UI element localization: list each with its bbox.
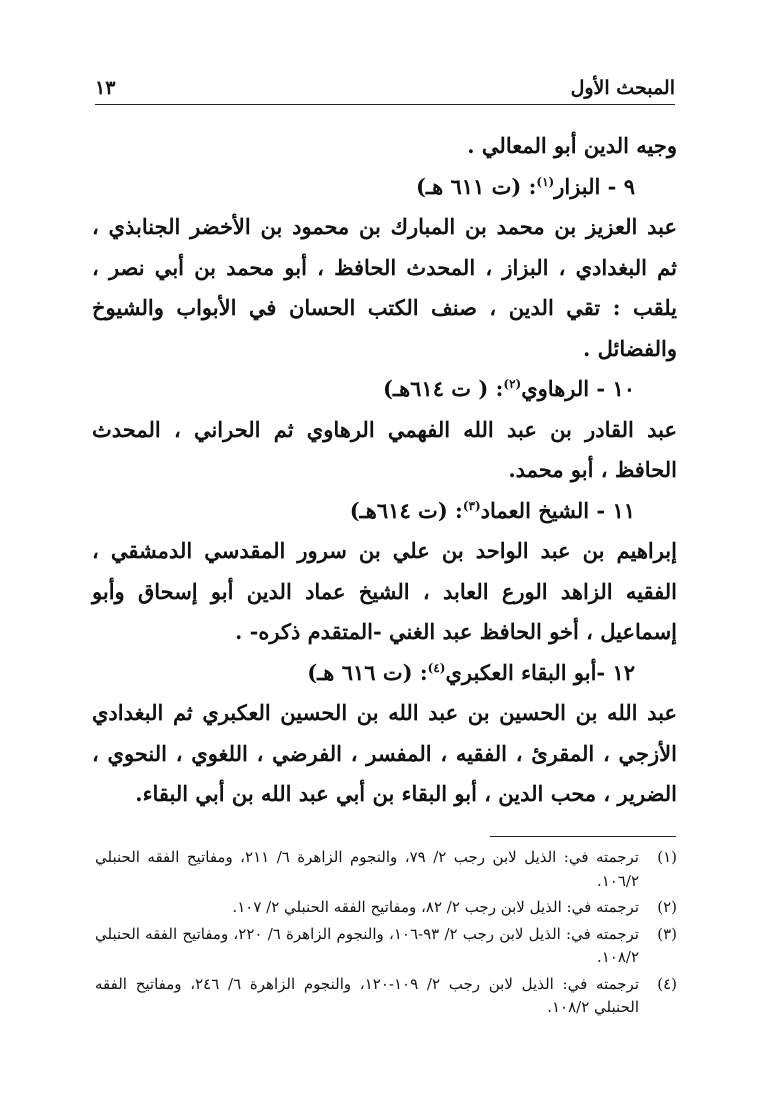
entry-date: : (ت ٦١٤هـ) <box>349 497 463 523</box>
entry-number: ١٢ <box>612 659 635 685</box>
footnote-ref: (١) <box>536 174 555 189</box>
entry-name: البزار <box>554 173 601 199</box>
intro-line: وجيه الدين أبو المعالي . <box>467 133 677 158</box>
footnote-rule <box>490 836 676 837</box>
entry-date: : ( ت ٦١٤هـ) <box>382 376 504 401</box>
entry-text-12: عبد الله بن الحسين بن عبد الله بن الحسين العكبري ثم البغدادي الأزجي ، المقرئ ، الفقيه ، المفسر ، الفرضي ، اللغوي ، النحوي ، الضرير ، محب الدين ، أبو البقاء بن أبي عبد الله بن أبي البقاء. <box>92 700 677 806</box>
entry-heading-9: ٩ - البزار$^{(١)}$: (ت ٦١١ هـ) <box>415 173 635 199</box>
main-text <box>92 126 677 815</box>
footnote-item <box>95 896 677 920</box>
header-rule <box>95 104 675 105</box>
entry-heading-10: ١٠ - الرهاوي$^{(٢)}$: ( ت ٦١٤هـ) <box>382 376 635 401</box>
section-title: المبحث الأول <box>570 77 675 99</box>
footnote-item <box>95 973 677 1020</box>
running-header <box>95 72 675 104</box>
entry-number: ١٠ <box>612 376 635 401</box>
entry-date: : (ت ٦١٦ هـ) <box>307 659 428 685</box>
footnote-text: ترجمته في: الذيل لابن رجب ٢/ ٩٣-١٠٦، والنجوم الزاهرة ٦/ ٢٢٠، ومفاتيح الفقه الحنبلي ١٠٨/٢. <box>95 924 639 966</box>
footnote-ref: (٢) <box>503 377 522 391</box>
entry-name: الرهاوي <box>521 376 590 401</box>
entry-text-10: عبد القادر بن عبد الله الفهمي الرهاوي ثم الحراني ، المحدث الحافظ ، أبو محمد. <box>92 416 677 482</box>
footnote-item <box>95 846 677 893</box>
entry-number: ٩ <box>623 173 635 199</box>
footnote-text: ترجمته في: الذيل لابن رجب ٢/ ٧٩، والنجوم الزاهرة ٦/ ٢١١، ومفاتيح الفقه الحنبلي ١٠٦/٢. <box>95 848 639 890</box>
page-number: ١٣ <box>95 77 116 99</box>
entry-text-11: إبراهيم بن عبد الواحد بن علي بن سرور المقدسي الدمشقي ، الفقيه الزاهد الورع العابد ، الشيخ عماد الدين أبو إسحاق وأبو إسماعيل ، أخو الحافظ عبد الغني -المتقدم ذكره- . <box>92 538 677 644</box>
footnote-ref: (٤) <box>427 660 446 675</box>
footnote-item <box>95 923 677 970</box>
footnote-number: (٢) <box>657 898 677 916</box>
footnote-number: (١) <box>657 848 677 866</box>
footnote-ref: (٣) <box>462 498 481 513</box>
footnotes <box>95 846 677 1023</box>
entry-date: : (ت ٦١١ هـ) <box>415 173 537 199</box>
footnote-number: (٤) <box>657 974 677 993</box>
entry-heading-12: ١٢ -أبو البقاء العكبري$^{(٤)}$: (ت ٦١٦ هـ) <box>307 659 635 685</box>
footnote-text: ترجمته في: الذيل لابن رجب ٢/ ١٠٩-١٢٠، والنجوم الزاهرة ٦/ ٢٤٦، ومفاتيح الفقه الحنبلي ١٠٨/٢. <box>95 974 639 1016</box>
entry-name: الشيخ العماد <box>480 497 590 523</box>
entry-number: ١١ <box>612 497 635 523</box>
entry-text-9: عبد العزيز بن محمد بن المبارك بن محمود بن الأخضر الجنابذي ، ثم البغدادي ، البزاز ، المحدث الحافظ ، أبو محمد بن أبي نصر ، يلقب : تقي الدين ، صنف الكتب الحسان في الأبواب والشيوخ والفضائل . <box>92 214 677 361</box>
entry-name: أبو البقاء العكبري <box>445 659 597 685</box>
entry-heading-11: ١١ - الشيخ العماد$^{(٣)}$: (ت ٦١٤هـ) <box>349 497 635 523</box>
footnote-text: ترجمته في: الذيل لابن رجب ٢/ ٨٢، ومفاتيح الفقه الحنبلي ٢/ ١٠٧. <box>232 898 639 916</box>
footnote-number: (٣) <box>657 924 677 943</box>
